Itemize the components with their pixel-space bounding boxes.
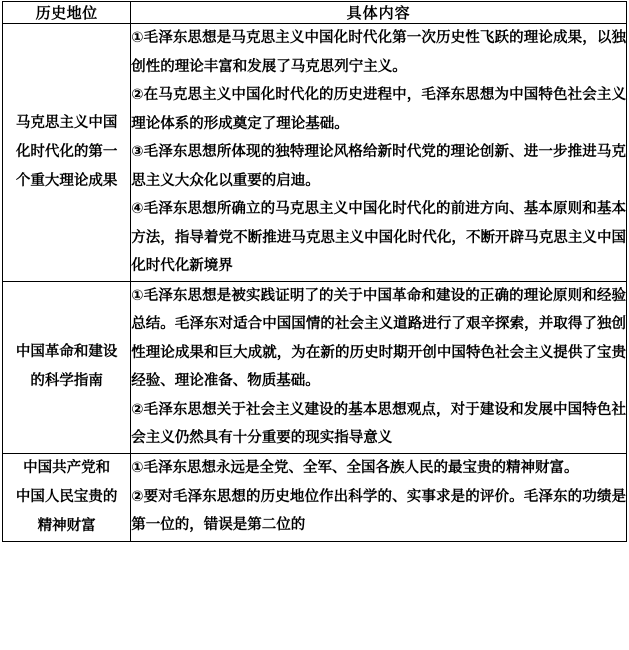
table-row: [3, 281, 627, 453]
table-header-row: [3, 2, 627, 24]
category-line: 精神财富: [37, 517, 96, 534]
content-item: ②要对毛泽东思想的历史地位作出科学的、实事求是的评价。毛泽东的功绩是第一位的，错误是第二位的: [131, 488, 626, 534]
table-row: [3, 453, 627, 541]
table-cell-category: [3, 281, 131, 453]
category-line: 化时代化的第一: [15, 143, 118, 160]
category-line: 中国革命和建设: [15, 344, 118, 360]
content-item: ①毛泽东思想是马克思主义中国化时代化第一次历史性飞跃的理论成果，以独创性的理论丰富和发展了马克思列宁主义。: [131, 30, 626, 75]
content-item: ③毛泽东思想所体现的独特理论风格给新时代党的理论创新、进一步推进马克思主义大众化以重要的启迪。: [131, 144, 626, 189]
table-cell-content: [131, 24, 627, 282]
table-cell-category: [3, 24, 131, 282]
content-item: ①毛泽东思想永远是全党、全军、全国各族人民的最宝贵的精神财富。: [131, 460, 579, 477]
table-cell-content: [131, 281, 627, 453]
table-cell-content: [131, 453, 627, 541]
content-item: ②毛泽东思想关于社会主义建设的基本思想观点，对于建设和发展中国特色社会主义仍然具有十分重要的现实指导意义: [131, 401, 626, 446]
table-row: [3, 24, 627, 282]
content-item: ①毛泽东思想是被实践证明了的关于中国革命和建设的正确的理论原则和经验总结。毛泽东对适合中国国情的社会主义道路进行了艰辛探索，并取得了独创性理论成果和巨大成就，为在新的历史时期开创中国特色社会主义提供了宝贵经验、理论准备、物质基础。: [131, 287, 626, 389]
category-line: 个重大理论成果: [15, 172, 118, 189]
table-header-cell-content: 具体内容: [131, 2, 627, 24]
historical-status-table: [2, 1, 627, 542]
content-item: ②在马克思主义中国化时代化的历史进程中，毛泽东思想为中国特色社会主义理论体系的形成奠定了理论基础。: [131, 87, 626, 132]
table-header-cell-status: 历史地位: [3, 2, 131, 24]
table-cell-category: [3, 453, 131, 541]
category-line: 马克思主义中国: [15, 114, 118, 131]
category-line: 中国人民宝贵的: [15, 488, 118, 505]
category-line: 中国共产党和: [23, 459, 111, 476]
category-line: 的科学指南: [30, 373, 103, 389]
content-item: ④毛泽东思想所确立的马克思主义中国化时代化的前进方向、基本原则和基本方法，指导着党不断推进马克思主义中国化时代化，不断开辟马克思主义中国化时代化新境界: [131, 201, 626, 274]
